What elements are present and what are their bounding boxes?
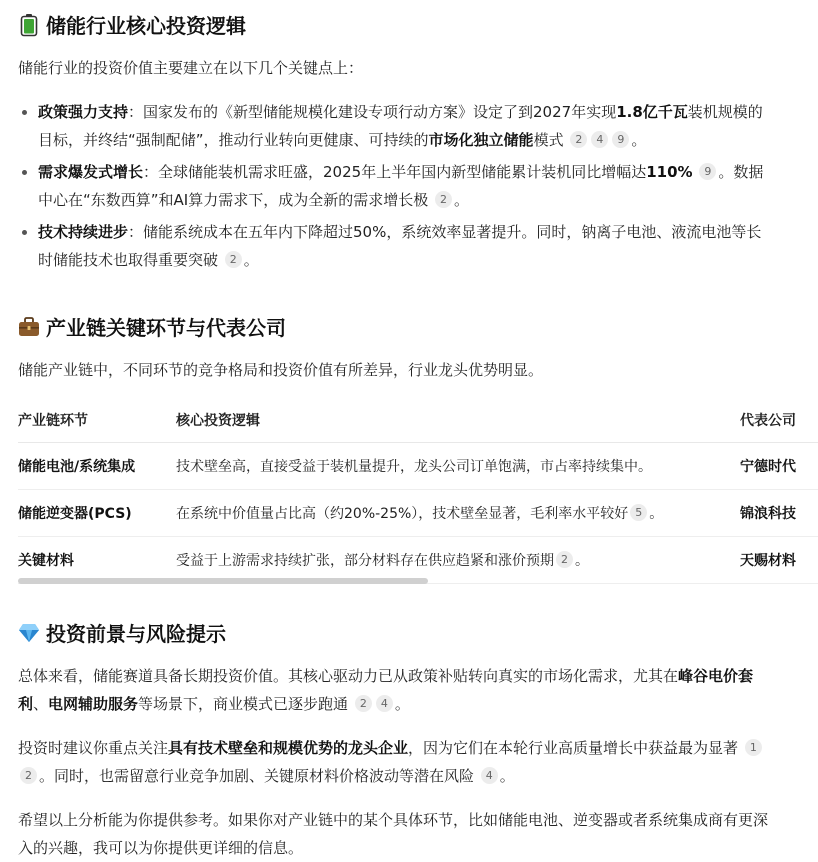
citation-badge[interactable]: 4 [591, 131, 608, 148]
item-text: ：国家发布的《新型储能规模化建设专项行动方案》设定了到2027年实现 [128, 103, 617, 121]
table-cell: 锦浪科技 [740, 490, 818, 537]
citation-badge[interactable]: 9 [612, 131, 629, 148]
column-header: 产业链环节 [18, 398, 176, 443]
paragraph-emphasis: 电网辅助服务 [48, 695, 139, 713]
list-item [18, 98, 770, 154]
key-points-list [18, 98, 770, 278]
item-text: ：储能系统成本在五年内下降超过50%，系统效率显著提升。同时，钠离子电池、液流电池等长时储能技术也取得重要突破 [38, 223, 762, 269]
paragraph-text: 。 [394, 695, 410, 713]
item-text: 。数据中心在“东数西算”和AI算力需求下，成为全新的需求增长极 [38, 163, 764, 209]
citation-badge[interactable]: 4 [481, 767, 498, 784]
table-row [18, 537, 818, 584]
item-text: 。 [631, 131, 647, 149]
list-item [18, 218, 770, 274]
table-header-row [18, 398, 818, 443]
battery-icon [18, 14, 40, 36]
citation-badge[interactable]: 2 [570, 131, 587, 148]
cell-text: 受益于上游需求持续扩张，部分材料存在供应趋紧和涨价预期 [176, 553, 554, 569]
citation-badge[interactable]: 2 [556, 551, 573, 568]
item-heading: 政策强力支持 [38, 103, 129, 121]
section-title: 储能行业核心投资逻辑 [46, 14, 246, 38]
cell-text: 技术壁垒高，直接受益于装机量提升，龙头公司订单饱满，市占率持续集中。 [176, 459, 652, 475]
briefcase-icon [18, 316, 40, 338]
citation-badge[interactable]: 2 [20, 767, 37, 784]
table-cell: 关键材料 [18, 537, 176, 584]
section-heading-investment-logic [18, 10, 246, 39]
paragraph-text: 。 [499, 767, 515, 785]
table-cell: 在系统中价值量占比高（约20%-25%），技术壁垒显著，毛利率水平较好 5 。 [176, 490, 740, 537]
table-cell: 受益于上游需求持续扩张，部分材料存在供应趋紧和涨价预期 2 。 [176, 537, 740, 584]
paragraph-text: ，因为它们在本轮行业高质量增长中获益最为显著 [408, 739, 739, 757]
section-heading-outlook-risks [18, 618, 226, 647]
section-intro: 储能产业链中，不同环节的竞争格局和投资价值有所差异，行业龙头优势明显。 [18, 361, 544, 379]
citation-badge[interactable]: 1 [745, 739, 762, 756]
paragraph-advice [18, 734, 772, 790]
list-item [18, 158, 770, 214]
section-title: 投资前景与风险提示 [46, 622, 226, 646]
industry-chain-table[interactable] [18, 398, 796, 584]
item-text: 装机规模的目标，并终结“强制配储”，推动行业转向更健康、可持续的 [38, 103, 763, 149]
item-heading: 技术持续进步 [38, 223, 129, 241]
paragraph-emphasis: 具有技术壁垒和规模优势的龙头企业 [168, 739, 409, 757]
item-text: ：全球储能装机需求旺盛，2025年上半年国内新型储能累计装机同比增幅达 [143, 163, 647, 181]
paragraph-outlook [18, 662, 772, 718]
table-cell: 天赐材料 [740, 537, 818, 584]
paragraph-text: 总体来看，储能赛道具备长期投资价值。其核心驱动力已从政策补贴转向真实的市场化需求，尤其在 [18, 667, 679, 685]
paragraph-text: 投资时建议你重点关注 [18, 739, 169, 757]
paragraph-closing: 希望以上分析能为你提供参考。如果你对产业链中的某个具体环节，比如储能电池、逆变器或者系统集成商有更深入的兴趣，我可以为你提供更详细的信息。 [18, 811, 769, 857]
column-header: 代表公司 [740, 398, 818, 443]
column-header: 核心投资逻辑 [176, 398, 740, 443]
citation-badge[interactable]: 9 [699, 163, 716, 180]
citation-badge[interactable]: 2 [225, 251, 242, 268]
item-heading: 需求爆发式增长 [38, 163, 144, 181]
paragraph-text: 、 [33, 695, 49, 713]
paragraph-text: 等场景下，商业模式已逐步跑通 [138, 695, 349, 713]
table-cell: 储能逆变器(PCS) [18, 490, 176, 537]
citation-badge[interactable]: 2 [355, 695, 372, 712]
item-text: 。 [454, 191, 470, 209]
citation-badge[interactable]: 4 [376, 695, 393, 712]
paragraph-emphasis: 峰谷电价套利 [18, 667, 754, 713]
table-row [18, 443, 818, 490]
section-heading-industry-chain [18, 312, 286, 341]
citation-badge[interactable]: 5 [630, 504, 647, 521]
table-cell [176, 443, 740, 490]
table-cell: 储能电池/系统集成 [18, 443, 176, 490]
item-emphasis: 110% [646, 163, 693, 181]
gem-icon [18, 622, 40, 644]
section-intro: 储能行业的投资价值主要建立在以下几个关键点上： [18, 59, 364, 77]
item-emphasis: 1.8亿千瓦 [616, 103, 688, 121]
citation-badge[interactable]: 2 [435, 191, 452, 208]
item-text: 模式 [533, 131, 564, 149]
item-text: 。 [243, 251, 259, 269]
item-emphasis: 市场化独立储能 [428, 131, 534, 149]
table-cell: 宁德时代 [740, 443, 818, 490]
section-title: 产业链关键环节与代表公司 [46, 316, 286, 340]
cell-text: 在系统中价值量占比高（约20%-25%），技术壁垒显著，毛利率水平较好 [176, 506, 629, 522]
table-row [18, 490, 818, 537]
table-horizontal-scrollbar[interactable] [18, 578, 428, 584]
paragraph-text: 。同时，也需留意行业竞争加剧、关键原材料价格波动等潜在风险 [39, 767, 475, 785]
